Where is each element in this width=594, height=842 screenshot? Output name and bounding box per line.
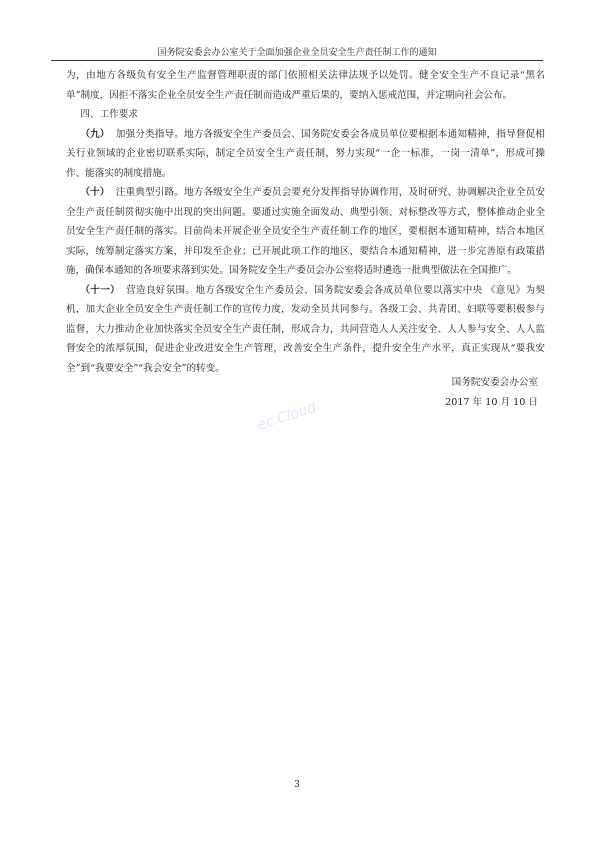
item-paragraph bbox=[66, 125, 545, 184]
signature-block bbox=[445, 373, 538, 413]
item-paragraph bbox=[66, 183, 545, 281]
watermark-text: ec Cloud bbox=[255, 399, 319, 434]
page-header: 国务院安委会办公室关于全面加强企业全员安全生产责任制工作的通知 bbox=[157, 48, 437, 58]
item-text: 营造良好氛围。地方各级安全生产委员会、国务院安委会各成员单位要以落实中央 《意见》为契机，加大企业全员安全生产责任制工作的宣传力度，发动全员共同参与。各级工会、共青团、妇联等要积极参与监督，大力推动企业加快落实全员安全生产责任制，形成合力，共同营造人人关注安全、人人参与安全、人人监督安全的浓厚氛围，促进企业改进安全生产管理，改善安全生产条件，提升安全生产水平，真正实现从“要我安全”到“我要安全”“我会安全”的转变。 bbox=[66, 284, 545, 374]
item-text: 加强分类指导。地方各级安全生产委员会、国务院安委会各成员单位要根据本通知精神，指导督促相关行业领域的企业密切联系实际，制定全员安全生产责任制，努力实现“一企一标准，一岗一清单”，形成可操作、能落实的制度措施。 bbox=[66, 128, 546, 179]
continuation-paragraph: 为，由地方各级负有安全生产监督管理职责的部门依照相关法律法规予以处罚。健全安全生产不良记录“黑名单”制度，因拒不落实企业全员安全生产责任制而造成严重后果的，要纳入惩戒范围，并定期向社会公布。 bbox=[66, 70, 545, 101]
item-paragraph bbox=[66, 281, 545, 379]
item-number: （十一） bbox=[80, 284, 121, 296]
header-rule bbox=[51, 60, 543, 61]
item-number: （十） bbox=[80, 187, 110, 198]
page-number: 3 bbox=[294, 780, 300, 790]
issuer-name: 国务院安委会办公室 bbox=[451, 377, 538, 388]
watermark-logo bbox=[251, 390, 327, 440]
item-text: 注重典型引路。地方各级安全生产委员会要充分发挥指导协调作用，及时研究、协调解决企业全员安全生产责任制贯彻实施中出现的突出问题。要通过实施全面发动、典型引领、对标整改等方式，整体推动企业全员安全生产责任制的落实。目前尚未开展企业全员安全生产责任制工作的地区，要根据本通知精神，结合本地区实际，统筹制定落实方案，并印发至企业；已开展此项工作的地区，要结合本通知精神，进一步完善原有政策措施，确保本通知的各项要求落到实处。国务院安全生产委员会办公室将适时遴选一批典型做法在全国推广。 bbox=[66, 187, 546, 276]
section-title: 四、工作要求 bbox=[80, 109, 138, 120]
item-number: （九） bbox=[80, 128, 110, 140]
issue-date: 2017 年 10 月 10 日 bbox=[445, 397, 538, 408]
document-body bbox=[66, 66, 545, 378]
